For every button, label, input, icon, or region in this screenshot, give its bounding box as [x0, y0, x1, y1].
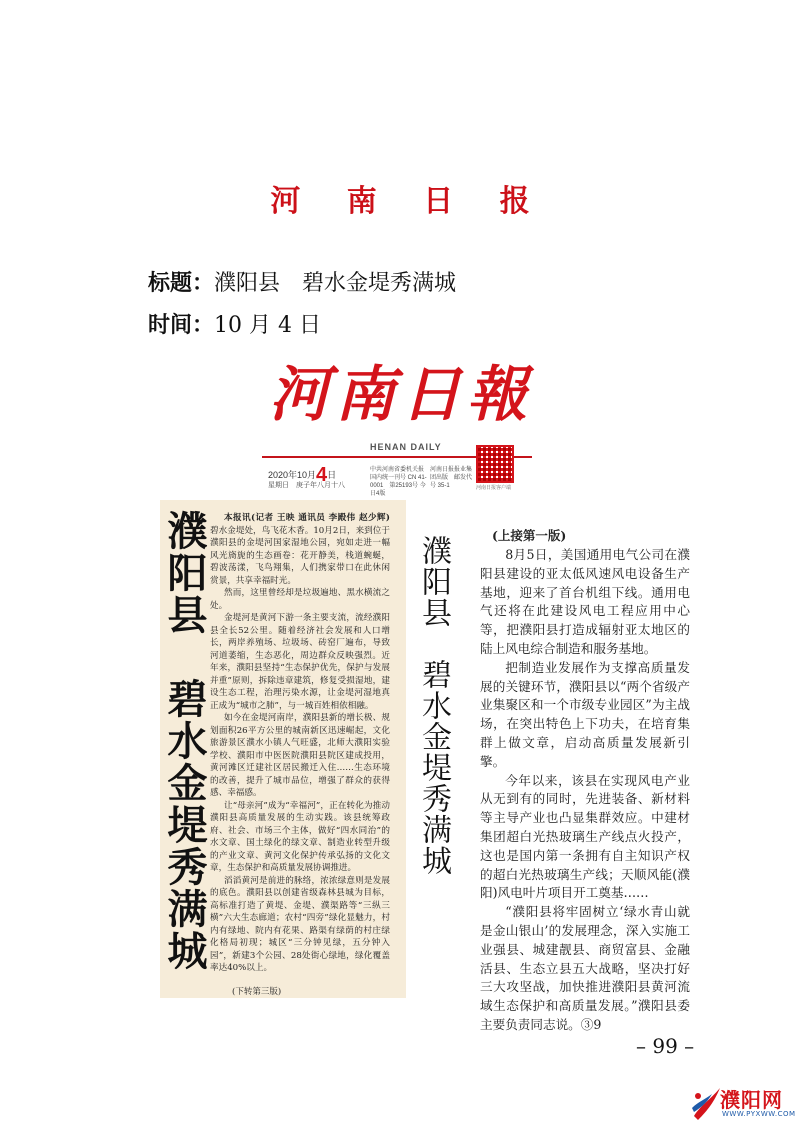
- masthead-date-suffix: 日: [327, 470, 337, 480]
- left-article-paragraph: 让“母亲河”成为“幸福河”，正在转化为推动濮阳县高质量发展的生动实践。该县统筹政府、社会、市场三个主体，做好“四水同治”的水文章、国土绿化的绿文章、制造业转型升级的产业文章、黄河文化保护传承弘扬的文化文章，生态保护和高质量发展协调推进。: [210, 800, 390, 873]
- right-article-paragraph: 8月5日，美国通用电气公司在濮阳县建设的亚太低风速风电设备生产基地，迎来了首台机组下线。通用电气还将在此建设风电工程应用中心等，把濮阳县打造成辐射亚太地区的陆上风电综合制造和服务基地。: [480, 547, 690, 656]
- date-line: [148, 308, 321, 339]
- masthead-publisher-info: 河南日报报业集团出版 邮发代号 35-1: [430, 467, 473, 489]
- qr-code-icon: [476, 445, 514, 483]
- left-article-paragraph: 滔滔黄河是前进的脉络，浓浓绿意则是发展的底色。濮阳县以创建省级森林县城为目标，高标准打造了黄堤、金堤、濮渠路等“三纵三横”六大生态廊道；农村“四旁”绿化显魅力，村内有绿地、院内有花果、路渠有绿荫的村庄绿化格局初现；城区“三分钟见绿，五分钟入园”，新建3个公园、28处街心绿地，绿化覆盖率达40%以上。: [210, 875, 390, 973]
- right-article-paragraph: 今年以来，该县在实现风电产业从无到有的同时，先进装备、新材料等主导产业也凸显集群效应。中建材集团超白光热玻璃生产线点火投产，这也是国内第一条拥有自主知识产权的超白光热玻璃生产线；天顺风能(濮阳)风电叶片项目开工奠基……: [480, 772, 690, 901]
- headline-line: [148, 266, 456, 297]
- right-article-paragraph: “濮阳县将牢固树立‘绿水青山就是金山银山’的发展理念，深入实施工业强县、城建靓县、商贸富县、金融活县、生态立县五大战略，坚决打好三大攻坚战，加快推进濮阳县黄河流域生态保护和高质量发展。”濮阳县委主要负责同志说。③9: [480, 904, 690, 1032]
- page-number: – 99 –: [636, 1034, 695, 1058]
- right-article-body: [480, 546, 690, 1035]
- left-article-continuation: (下转第三版): [232, 987, 282, 997]
- masthead-publication-info: 中共河南省委机关报 国内统一刊号 CN 41-0001 第25193号 今日4版: [370, 467, 431, 497]
- left-article-lead-text: 碧水金堤处，鸟飞花木香。10月2日，来到位于濮阳县的金堤河国家湿地公园，宛如走进一幅风光旖旎的生态画卷：花开静美，栈道蜿蜒，碧波荡漾，飞鸟翔集，人们携家带口在此休闲赏景，共享幸福时光。: [210, 525, 390, 586]
- newspaper-logo: 河南日報: [269, 360, 533, 430]
- left-article-paragraph: 如今在金堤河南岸，濮阳县新的增长极、规划面积26平方公里的城南新区迅速崛起，文化旅游景区濮水小镇人气旺盛，北师大濮阳实验学校、濮阳市中医医院濮阳县院区建成投用，黄河滩区迁建社区居民搬迁入住……生态环境的改善，提升了城市品位，增强了群众的获得感、幸福感。: [210, 713, 390, 798]
- left-article-title: 濮阳县 碧水金堤秀满城: [161, 510, 208, 972]
- right-article-continued-from: (上接第一版): [492, 528, 567, 543]
- masthead-date-day: 4: [316, 464, 328, 486]
- headline-label: 标题：: [148, 270, 215, 296]
- left-article-paragraph: 金堤河是黄河下游一条主要支流，流经濮阳县全长52公里。随着经济社会发展和人口增长，两岸养殖场、垃圾场、砖窑厂遍布，导致河道萎缩，生态恶化，周边群众反映强烈。近年来，濮阳县坚持“生态保护优先，保护与发展并重”原则，拆除违章建筑，修复受损湿地，建设生态工程，治理污染水源，让金堤河湿地真正成为“城市之肺”，与一城百姓相依相融。: [210, 613, 390, 711]
- newspaper-english-name: HENAN DAILY: [370, 442, 442, 452]
- date-text: 10 月 4 日: [214, 313, 321, 338]
- left-article-paragraph: 然而，这里曾经却是垃圾遍地、黑水横流之处。: [210, 588, 390, 611]
- right-article-paragraph: 把制造业发展作为支撑高质量发展的关键环节，濮阳县以“两个省级产业集聚区和一个市级专业园区”为主战场，在突出特色上下功夫，在培育集群上做文章，启动高质量发展新引擎。: [480, 659, 690, 769]
- pyxww-logo-icon: [690, 1082, 722, 1122]
- qr-caption: 河南日报客户端: [476, 485, 512, 491]
- date-label: 时间：: [148, 312, 215, 338]
- left-article-body: [210, 587, 390, 975]
- document-title: 河 南 日 报: [270, 184, 548, 219]
- left-article-byline: 本报讯(记者 王映 通讯员 李殿伟 赵少辉): [224, 513, 390, 523]
- watermark-url: WWW.PYXWW.COM: [722, 1110, 796, 1118]
- masthead-lunar-date: 星期日 庚子年八月十八: [268, 482, 345, 489]
- right-article-title: 濮阳县 碧水金堤秀满城: [416, 535, 451, 876]
- left-article-lead: [210, 512, 390, 587]
- headline-text: 濮阳县 碧水金堤秀满城: [214, 271, 457, 296]
- masthead-date-prefix: 2020年10月: [268, 470, 317, 480]
- watermark-brand: 濮阳网: [720, 1088, 783, 1112]
